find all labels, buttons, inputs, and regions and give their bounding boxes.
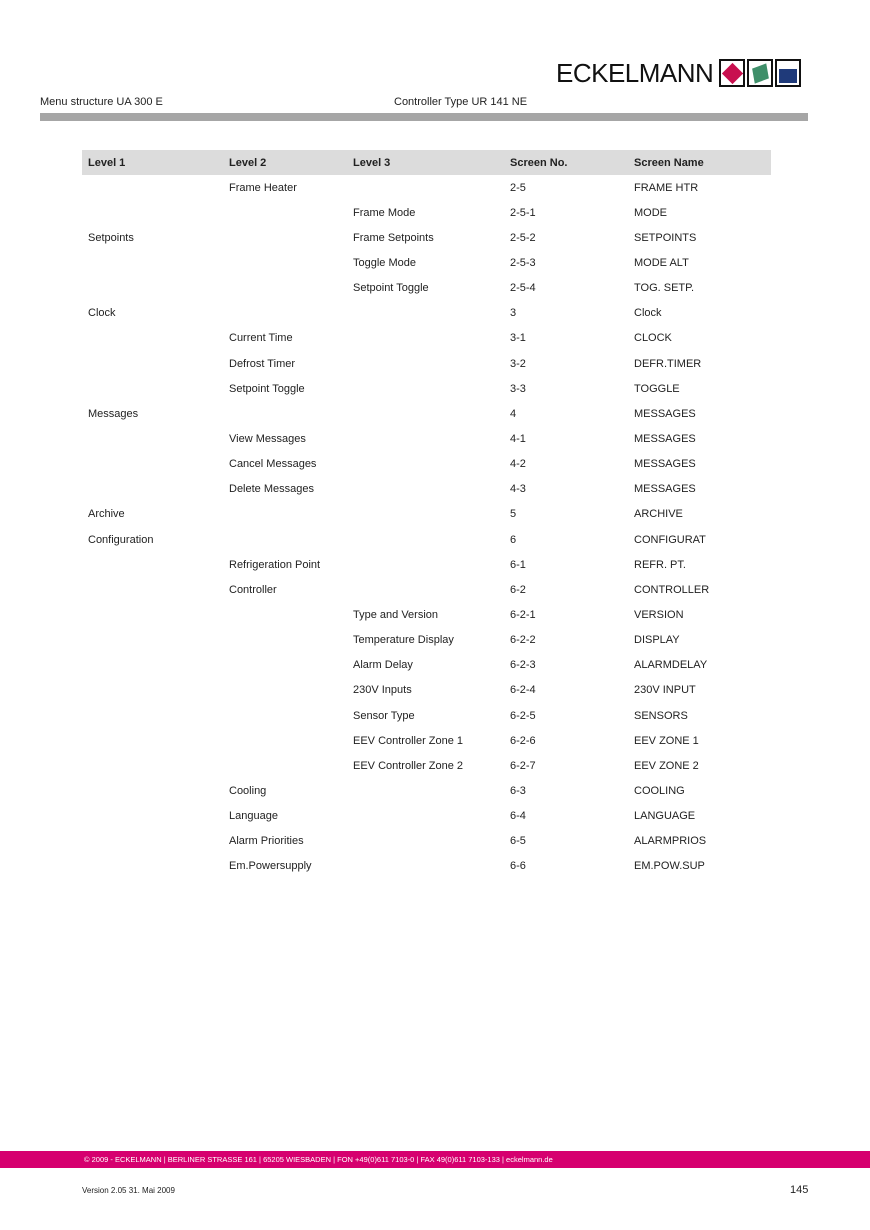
cell-level-3: Sensor Type (353, 709, 415, 722)
cell-level-3: 230V Inputs (353, 684, 412, 697)
cell-screen-no: 4-1 (510, 432, 526, 445)
footer-version: Version 2.05 31. Mai 2009 (82, 1186, 175, 1195)
table-row (82, 703, 771, 728)
cell-screen-name: DISPLAY (634, 634, 680, 647)
cell-level-1: Archive (88, 508, 125, 521)
cell-level-1 (82, 477, 223, 502)
table-row (82, 552, 771, 577)
cell-screen-name: EM.POW.SUP (634, 860, 705, 873)
cell-level-1 (82, 376, 223, 401)
logo-red-diamond-icon (719, 59, 745, 87)
cell-screen-no: 3 (510, 307, 517, 320)
cell-level-2: Refrigeration Point (229, 558, 321, 571)
cell-level-1 (82, 577, 223, 602)
cell-level-3: Type and Version (353, 608, 439, 621)
cell-level-1: Clock (88, 307, 116, 320)
logo-text: ECKELMANN (556, 57, 714, 88)
cell-level-3 (347, 829, 504, 854)
table-row (82, 804, 771, 829)
logo-marks (719, 59, 803, 87)
cell-screen-no: 2-5-3 (510, 256, 536, 269)
cell-screen-no: 3-1 (510, 332, 526, 345)
column-header-level-1: Level 1 (88, 156, 126, 169)
table-row (82, 854, 771, 879)
cell-screen-name: TOGGLE (634, 382, 680, 395)
cell-level-2: Cancel Messages (229, 458, 317, 471)
cell-screen-no: 2-5 (510, 181, 526, 194)
cell-screen-name: MODE (634, 206, 667, 219)
cell-screen-no: 5 (510, 508, 517, 521)
cell-level-2: Defrost Timer (229, 357, 296, 370)
table-row (82, 829, 771, 854)
cell-level-2: Alarm Priorities (229, 835, 304, 848)
cell-level-2: Controller (229, 583, 277, 596)
cell-screen-name: CONFIGURAT (634, 533, 706, 546)
table-row (82, 225, 771, 250)
cell-screen-name: CLOCK (634, 332, 672, 345)
cell-screen-name: 230V INPUT (634, 684, 696, 697)
cell-level-3 (347, 376, 504, 401)
table-row (82, 653, 771, 678)
cell-level-1 (82, 200, 223, 225)
cell-screen-no: 3-3 (510, 382, 526, 395)
cell-level-3: Frame Mode (353, 206, 416, 219)
table-body (82, 175, 771, 879)
cell-level-2 (223, 401, 347, 426)
cell-level-3 (347, 577, 504, 602)
cell-level-2 (223, 502, 347, 527)
cell-level-2 (223, 225, 347, 250)
logo-green-shape-icon (747, 59, 773, 87)
cell-level-2: Current Time (229, 332, 293, 345)
table-row (82, 351, 771, 376)
cell-level-1 (82, 452, 223, 477)
page-number: 145 (790, 1184, 809, 1196)
cell-level-1 (82, 326, 223, 351)
header-divider (40, 113, 808, 121)
cell-screen-no: 2-5-4 (510, 282, 536, 295)
cell-screen-name: ALARMPRIOS (634, 835, 707, 848)
cell-screen-name: EEV ZONE 2 (634, 759, 699, 772)
cell-level-1 (82, 426, 223, 451)
cell-screen-no: 6-2-2 (510, 634, 536, 647)
cell-level-3 (347, 804, 504, 829)
cell-screen-name: MODE ALT (634, 256, 689, 269)
cell-level-3 (347, 778, 504, 803)
cell-level-1 (82, 753, 223, 778)
cell-screen-name: MESSAGES (634, 407, 696, 420)
cell-level-1 (82, 804, 223, 829)
cell-level-1 (82, 276, 223, 301)
table-row (82, 778, 771, 803)
table-row (82, 200, 771, 225)
cell-level-1: Messages (88, 407, 139, 420)
cell-level-2 (223, 527, 347, 552)
cell-screen-no: 6-6 (510, 860, 526, 873)
cell-level-2: Delete Messages (229, 483, 314, 496)
cell-level-2: Em.Powersupply (229, 860, 312, 873)
cell-screen-no: 6-2-4 (510, 684, 536, 697)
cell-level-1 (82, 602, 223, 627)
cell-level-1 (82, 854, 223, 879)
cell-screen-name: MESSAGES (634, 458, 696, 471)
cell-screen-name: Clock (634, 307, 662, 320)
column-header-screen-name: Screen Name (634, 156, 704, 169)
cell-level-3: Setpoint Toggle (353, 282, 429, 295)
cell-screen-no: 2-5-2 (510, 231, 536, 244)
table-row (82, 426, 771, 451)
cell-level-3: Frame Setpoints (353, 231, 434, 244)
table-row (82, 527, 771, 552)
document-title: Menu structure UA 300 E (40, 96, 163, 108)
cell-level-1 (82, 653, 223, 678)
cell-screen-no: 6 (510, 533, 517, 546)
cell-level-3: Temperature Display (353, 634, 454, 647)
cell-screen-name: MESSAGES (634, 483, 696, 496)
cell-level-2 (223, 728, 347, 753)
cell-screen-no: 6-2-6 (510, 734, 536, 747)
cell-screen-name: COOLING (634, 784, 685, 797)
cell-level-1 (82, 728, 223, 753)
cell-level-1 (82, 175, 223, 200)
eckelmann-logo (556, 58, 803, 88)
cell-level-3 (347, 854, 504, 879)
cell-level-3 (347, 401, 504, 426)
cell-level-3 (347, 452, 504, 477)
cell-level-2: Frame Heater (229, 181, 297, 194)
table-row (82, 577, 771, 602)
cell-level-2: Cooling (229, 784, 267, 797)
table-row (82, 477, 771, 502)
table-row (82, 602, 771, 627)
table-row (82, 753, 771, 778)
table-header-row (82, 150, 771, 175)
column-header-screen-no: Screen No. (510, 156, 568, 169)
cell-screen-name: VERSION (634, 608, 684, 621)
table-row (82, 628, 771, 653)
controller-type: Controller Type UR 141 NE (394, 96, 528, 108)
cell-screen-name: LANGUAGE (634, 810, 696, 823)
cell-screen-no: 4 (510, 407, 517, 420)
cell-level-3: Toggle Mode (353, 256, 416, 269)
cell-level-3 (347, 301, 504, 326)
column-header-level-3: Level 3 (353, 156, 391, 169)
cell-level-3: EEV Controller Zone 2 (353, 759, 464, 772)
cell-level-1 (82, 552, 223, 577)
cell-level-2: Setpoint Toggle (229, 382, 305, 395)
cell-level-2 (223, 703, 347, 728)
cell-level-2 (223, 678, 347, 703)
cell-level-3 (347, 552, 504, 577)
cell-screen-name: TOG. SETP. (634, 282, 695, 295)
column-header-level-2: Level 2 (229, 156, 267, 169)
cell-level-1 (82, 250, 223, 275)
table-row (82, 250, 771, 275)
cell-level-2 (223, 276, 347, 301)
cell-level-1 (82, 778, 223, 803)
cell-level-2 (223, 653, 347, 678)
cell-level-2 (223, 628, 347, 653)
cell-level-3: Alarm Delay (353, 659, 413, 672)
cell-screen-name: FRAME HTR (634, 181, 699, 194)
footer-contact: © 2009 - ECKELMANN | BERLINER STRASSE 161 | 65205 WIESBADEN | FON +49(0)611 7103-0 | FAX 49(0)611 7103-133 | eckelmann.de (84, 1155, 553, 1164)
logo-blue-shape-icon (775, 59, 801, 87)
cell-level-1: Setpoints (88, 231, 134, 244)
cell-level-2 (223, 301, 347, 326)
cell-screen-no: 6-2-5 (510, 709, 536, 722)
cell-screen-no: 6-4 (510, 810, 526, 823)
cell-level-1 (82, 703, 223, 728)
table-row (82, 175, 771, 200)
cell-level-1 (82, 678, 223, 703)
cell-screen-name: DEFR.TIMER (634, 357, 702, 370)
table-row (82, 728, 771, 753)
cell-level-1 (82, 351, 223, 376)
cell-level-2 (223, 753, 347, 778)
cell-screen-no: 6-3 (510, 784, 526, 797)
cell-screen-name: SENSORS (634, 709, 688, 722)
cell-screen-name: REFR. PT. (634, 558, 686, 571)
cell-level-3 (347, 351, 504, 376)
cell-level-1: Configuration (88, 533, 154, 546)
cell-screen-name: CONTROLLER (634, 583, 710, 596)
menu-structure-table (82, 150, 771, 879)
cell-level-3 (347, 477, 504, 502)
cell-screen-name: ALARMDELAY (634, 659, 708, 672)
cell-screen-name: MESSAGES (634, 432, 696, 445)
table-row (82, 401, 771, 426)
cell-level-3 (347, 326, 504, 351)
cell-level-3 (347, 175, 504, 200)
cell-level-2: Language (229, 810, 278, 823)
table-row (82, 678, 771, 703)
cell-level-2 (223, 602, 347, 627)
table-row (82, 376, 771, 401)
table-row (82, 301, 771, 326)
cell-level-3 (347, 502, 504, 527)
table-row (82, 326, 771, 351)
cell-level-2 (223, 250, 347, 275)
table-row (82, 452, 771, 477)
cell-screen-no: 3-2 (510, 357, 526, 370)
cell-level-3 (347, 426, 504, 451)
cell-screen-name: ARCHIVE (634, 508, 683, 521)
cell-screen-no: 6-2 (510, 583, 526, 596)
cell-level-3 (347, 527, 504, 552)
cell-level-1 (82, 628, 223, 653)
cell-screen-no: 6-2-7 (510, 759, 536, 772)
cell-screen-no: 6-2-3 (510, 659, 536, 672)
cell-screen-no: 6-2-1 (510, 608, 536, 621)
cell-screen-no: 2-5-1 (510, 206, 536, 219)
footer-bar (0, 1151, 870, 1168)
cell-screen-no: 6-1 (510, 558, 526, 571)
cell-level-2: View Messages (229, 432, 306, 445)
cell-level-2 (223, 200, 347, 225)
cell-screen-no: 6-5 (510, 835, 526, 848)
cell-screen-name: SETPOINTS (634, 231, 697, 244)
cell-level-1 (82, 829, 223, 854)
table-row (82, 276, 771, 301)
cell-screen-no: 4-2 (510, 458, 526, 471)
table-row (82, 502, 771, 527)
cell-screen-name: EEV ZONE 1 (634, 734, 699, 747)
cell-screen-no: 4-3 (510, 483, 526, 496)
cell-level-3: EEV Controller Zone 1 (353, 734, 464, 747)
